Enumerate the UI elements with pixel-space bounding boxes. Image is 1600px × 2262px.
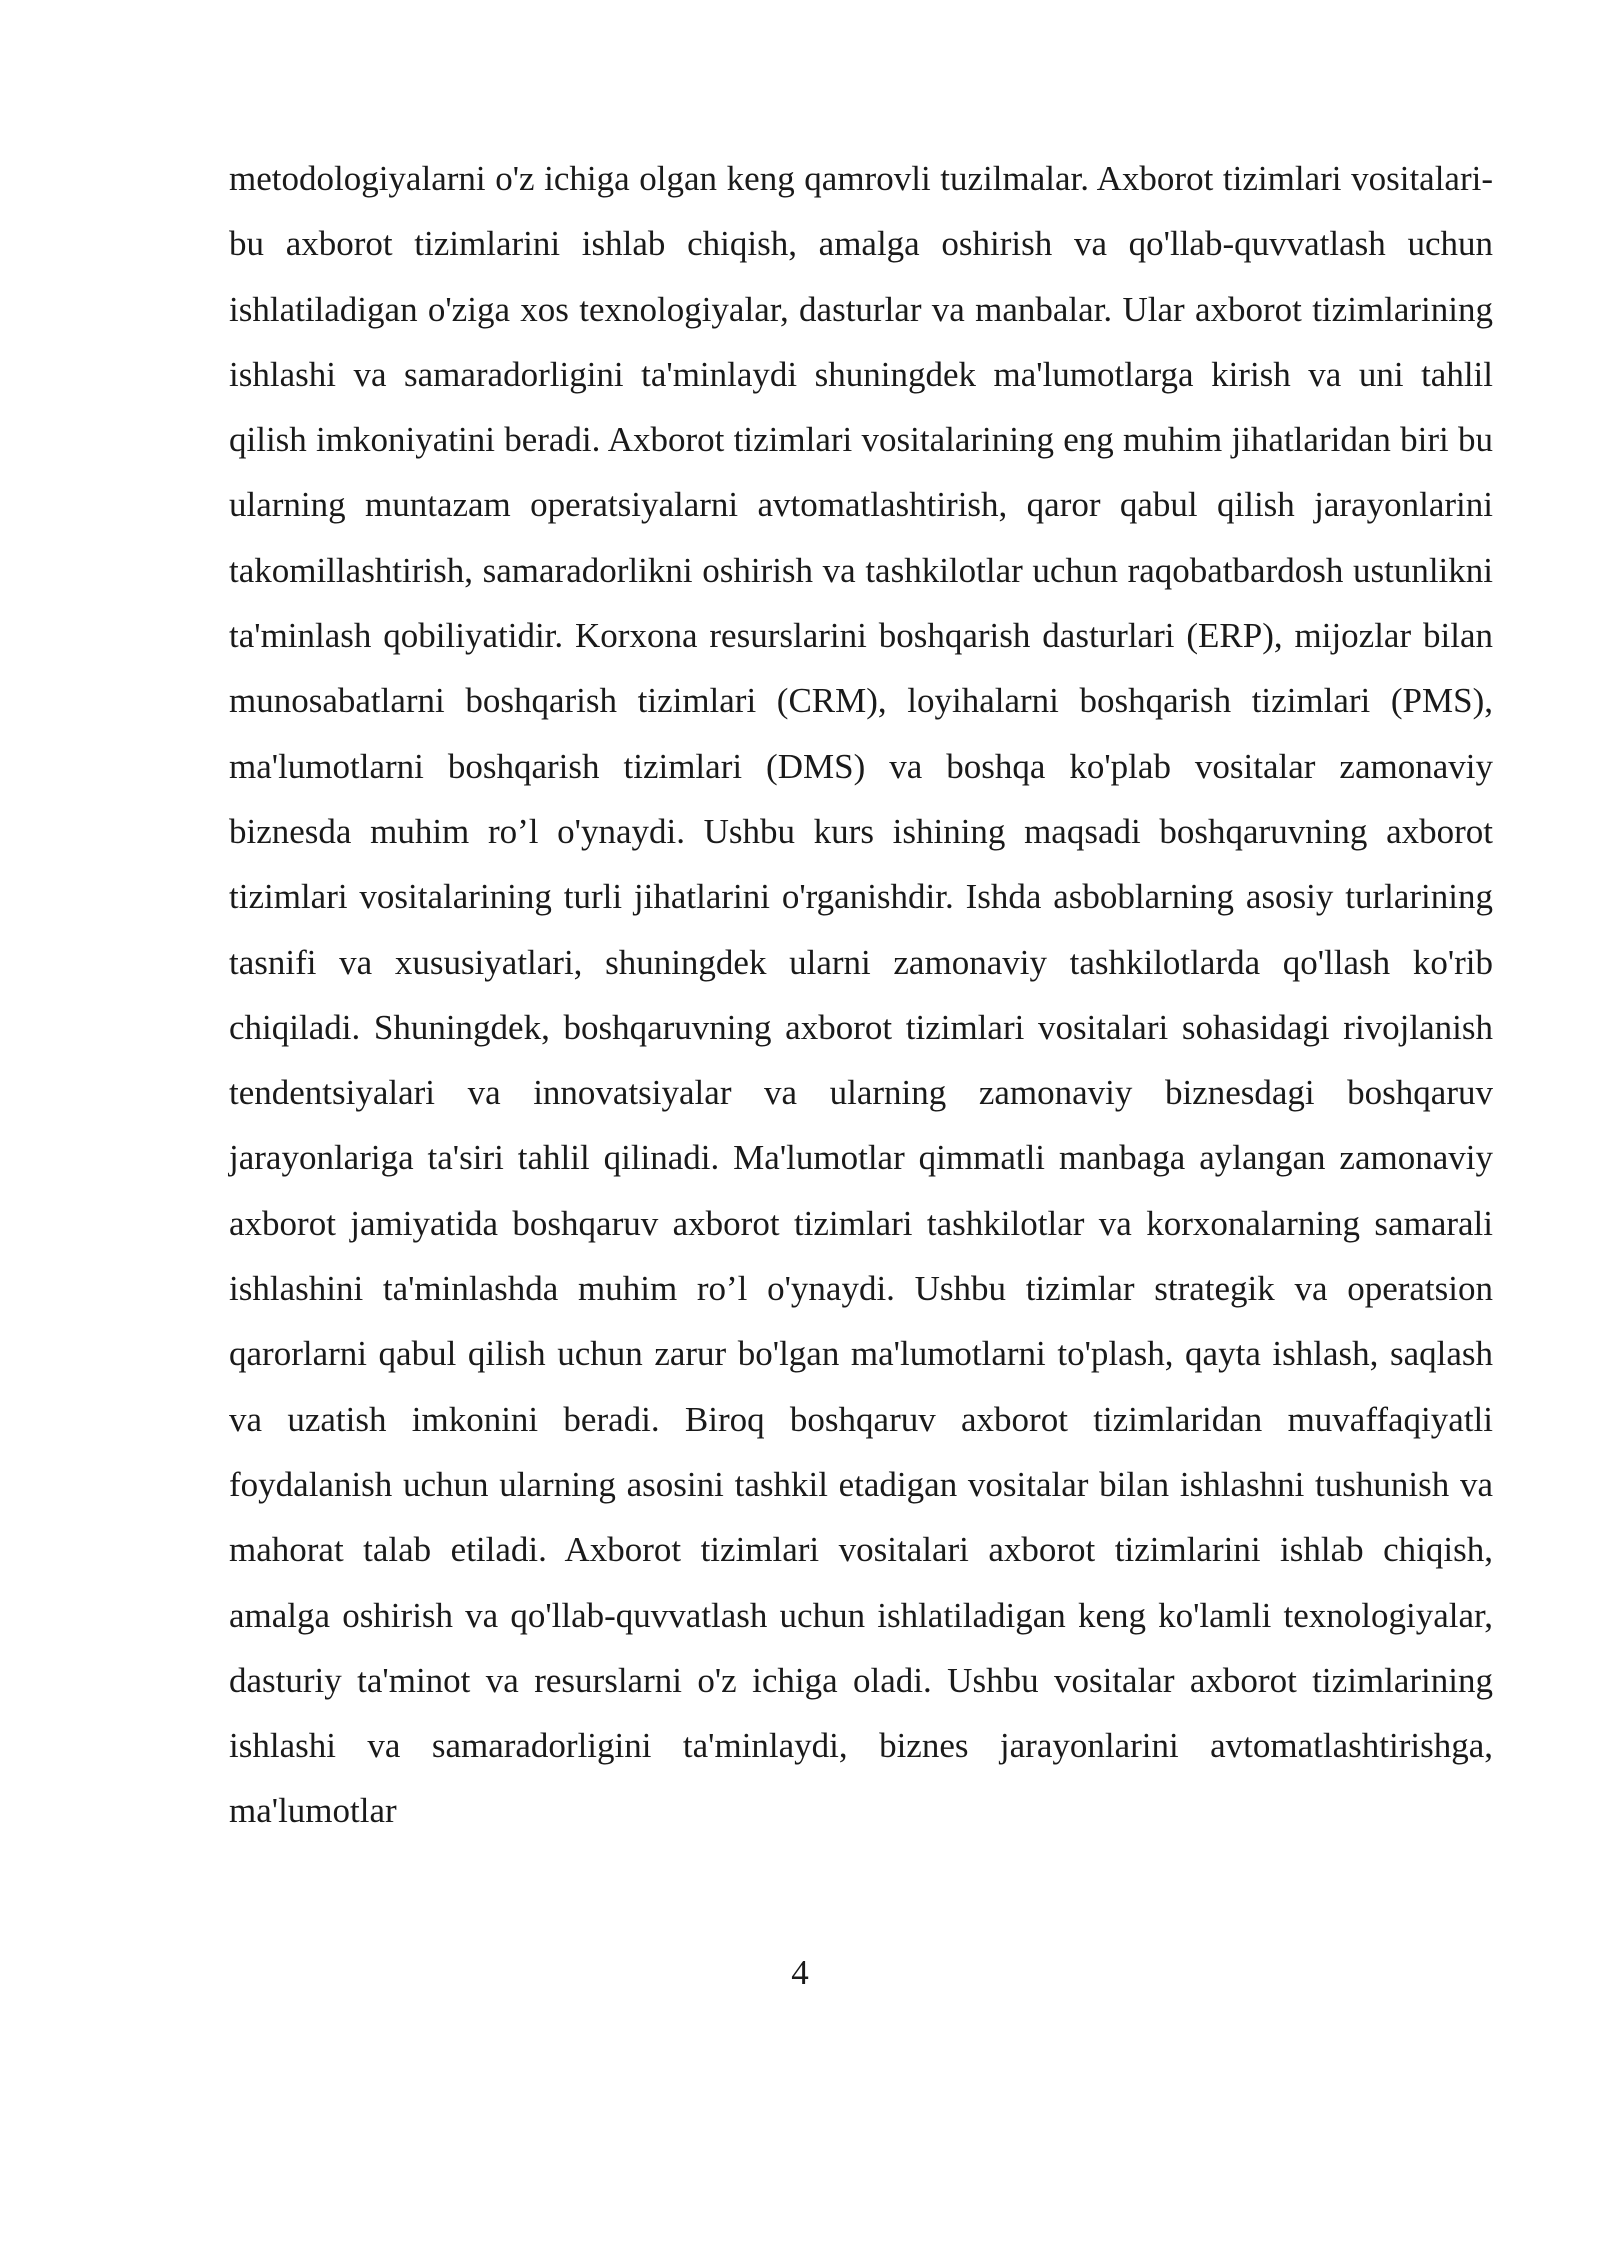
body-paragraph: metodologiyalarni o'z ichiga olgan keng qamrovli tuzilmalar. Axborot tizimlari vositalari-bu axborot tizimlarini ishlab chiqish, amalga oshirish va qo'llab-quvvatlash uchun ishlatiladigan o'ziga xos texnologiyalar, dasturlar va manbalar. Ular axborot tizimlarining ishlashi va samaradorligini ta'minlaydi shuningdek ma'lumotlarga kirish va uni tahlil qilish imkoniyatini beradi. Axborot tizimlari vositalarining eng muhim jihatlaridan biri bu ularning muntazam operatsiyalarni avtomatlashtirish, qaror qabul qilish jarayonlarini takomillashtirish, samaradorlikni oshirish va tashkilotlar uchun raqobatbardosh ustunlikni ta'minlash qobiliyatidir. Korxona resurslarini boshqarish dasturlari (ERP), mijozlar bilan munosabatlarni boshqarish tizimlari (CRM), loyihalarni boshqarish tizimlari (PMS), ma'lumotlarni boshqarish tizimlari (DMS) va boshqa ko'plab vositalar zamonaviy biznesda muhim ro’l o'ynaydi. Ushbu kurs ishining maqsadi boshqaruvning axborot tizimlari vositalarining turli jihatlarini o'rganishdir. Ishda asboblarning asosiy turlarining tasnifi va xususiyatlari, shuningdek ularni zamonaviy tashkilotlarda qo'llash ko'rib chiqiladi. Shuningdek, boshqaruvning axborot tizimlari vositalari sohasidagi rivojlanish tendentsiyalari va innovatsiyalar va ularning zamonaviy biznesdagi boshqaruv jarayonlariga ta'siri tahlil qilinadi. Ma'lumotlar qimmatli manbaga aylangan zamonaviy axborot jamiyatida boshqaruv axborot tizimlari tashkilotlar va korxonalarning samarali ishlashini ta'minlashda muhim ro’l o'ynaydi. Ushbu tizimlar strategik va operatsion qarorlarni qabul qilish uchun zarur bo'lgan ma'lumotlarni to'plash, qayta ishlash, saqlash va uzatish imkonini beradi. Biroq boshqaruv axborot tizimlaridan muvaffaqiyatli foydalanish uchun ularning asosini tashkil etadigan vositalar bilan ishlashni tushunish va mahorat talab etiladi. Axborot tizimlari vositalari axborot tizimlarini ishlab chiqish, amalga oshirish va qo'llab-quvvatlash uchun ishlatiladigan keng ko'lamli texnologiyalar, dasturiy ta'minot va resurslarni o'z ichiga oladi. Ushbu vositalar axborot tizimlarining ishlashi va samaradorligini ta'minlaydi, biznes jarayonlarini avtomatlashtirishga, ma'lumotlar (229, 159, 1493, 1831)
page-number: 4 (791, 1953, 809, 1992)
